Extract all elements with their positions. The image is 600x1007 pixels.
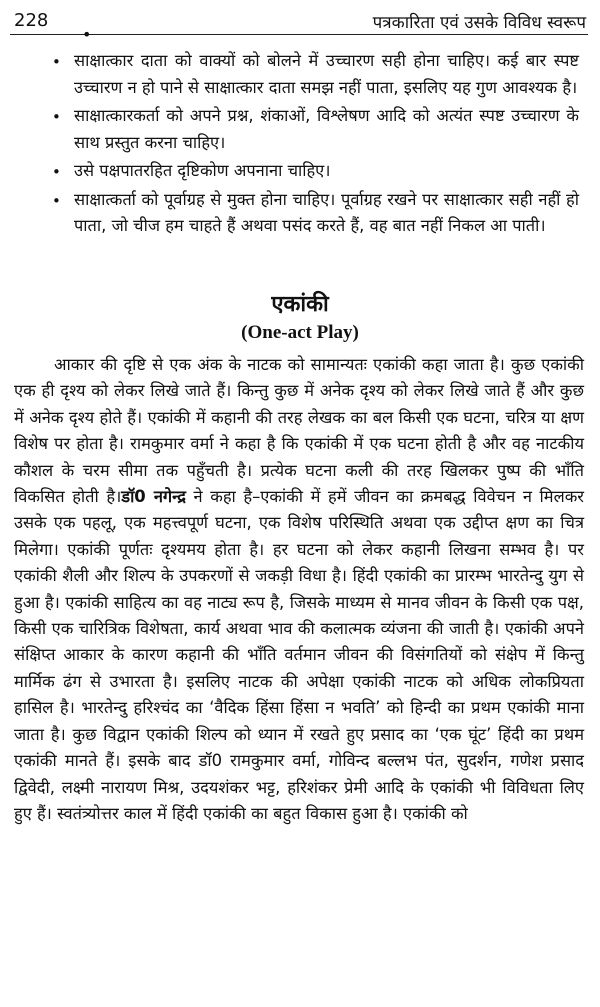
- bullet-text: साक्षात्कर्ता को पूर्वाग्रह से मुक्त होना चाहिए। पूर्वाग्रह रखने पर साक्षात्कार सही नहीं हो पाता, जो चीज हम चाहते हैं अथवा पसंद करते हैं, वह बात नहीं निकल आ पाती।: [74, 189, 579, 235]
- bullet-item: [52, 48, 579, 101]
- page-number: 228: [14, 10, 49, 31]
- bullet-text: साक्षात्कारकर्ता को अपने प्रश्न, शंकाओं, विश्लेषण आदि को अत्यंत स्पष्ट उच्चारण के साथ प्रस्तुत करना चाहिए।: [74, 106, 579, 152]
- bullet-list: [52, 48, 579, 242]
- section-title: एकांकी: [271, 292, 329, 317]
- author-name: डॉ0 नगेन्द्र: [121, 487, 186, 507]
- running-title: पत्रकारिता एवं उसके विविध स्वरूप: [372, 13, 586, 33]
- header-mark: •: [82, 25, 92, 44]
- body-paragraph: [14, 352, 584, 827]
- bullet-icon: •: [52, 163, 61, 181]
- bullet-item: [52, 158, 579, 185]
- bullet-text: साक्षात्कार दाता को वाक्यों को बोलने में उच्चारण सही होना चाहिए। कई बार स्पष्ट उच्चारण न हो पाने से साक्षात्कार दाता समझ नहीं पाता, इसलिए यह गुण आवश्यक है।: [74, 51, 579, 97]
- body-text-part2: ने कहा है–एकांकी में हमें जीवन का क्रमबद्ध विवेचन न मिलकर उसके एक पहलू, एक महत्त्वपूर्ण घटना, एक विशेष परिस्थिति अथवा एक उद्दीप्त क्षण का चित्र मिलेगा। एकांकी पूर्णतः दृश्यमय होता है। हर घटना को लेकर कहानी लिखना सम्भव है। पर एकांकी शैली और शिल्प के उपकरणों से जकड़ी विधा है। हिंदी एकांकी का प्रारम्भ भारतेन्दु युग से हुआ है। एकांकी साहित्य का वह नाट्य रूप है, जिसके माध्यम से मानव जीवन के किसी एक पक्ष, किसी एक चारित्रिक विशेषता, कार्य अथवा भाव की कलात्मक व्यंजना की जाती है। एकांकी अपने संक्षिप्त आकार के कारण कहानी की भाँति वर्तमान जीवन की विसंगतियों को संक्षेप में किन्तु मार्मिक ढंग से उभारता है। इसलिए नाटक की अपेक्षा एकांकी नाटक को अधिक लोकप्रियता हासिल है। भारतेन्दु हरिश्चंद का ‘वैदिक हिंसा हिंसा न भवति’ को हिन्दी का प्रथम एकांकी माना जाता है। कुछ विद्वान एकांकी शिल्प को ध्यान में रखते हुए प्रसाद का ‘एक घूंट’ हिंदी का प्रथम एकांकी मानते हैं। इसके बाद डॉ0 रामकुमार वर्मा, गोविन्द बल्लभ पंत, सुदर्शन, गणेश प्रसाद द्विवेदी, लक्ष्मी नारायण मिश्र, उदयशंकर भट्ट, हरिशंकर प्रेमी आदि के एकांकी भी विविधता लिए हुए हैं। स्वतंत्र्योत्तर काल में हिंदी एकांकी का बहुत विकास हुआ है। एकांकी को: [14, 487, 585, 823]
- page-header: [10, 10, 588, 44]
- section-subtitle: (One-act Play): [241, 322, 359, 343]
- bullet-icon: •: [52, 108, 61, 126]
- bullet-text: उसे पक्षपातरहित दृष्टिकोण अपनाना चाहिए।: [74, 161, 331, 180]
- body-text-part1: आकार की दृष्टि से एक अंक के नाटक को सामान्यतः एकांकी कहा जाता है। कुछ एकांकी एक ही दृश्य को लेकर लिखे जाते हैं। किन्तु कुछ में अनेक दृश्य को लेकर लिखे जाते हैं और कुछ में अनेक दृश्य होते हैं। एकांकी में कहानी की तरह लेखक का बल किसी एक घटना, चरित्र या क्षण विशेष पर होता है। रामकुमार वर्मा ने कहा है कि एकांकी में एक घटना होती है और वह नाटकीय कौशल के चरम सीमा तक पहुँचती है। प्रत्येक घटना कली की तरह खिलकर पुष्प की भाँति विकसित होती है।: [14, 355, 584, 507]
- bullet-item: [52, 103, 579, 156]
- bullet-icon: •: [52, 191, 61, 210]
- bullet-item: [52, 187, 579, 240]
- bullet-icon: •: [52, 53, 61, 71]
